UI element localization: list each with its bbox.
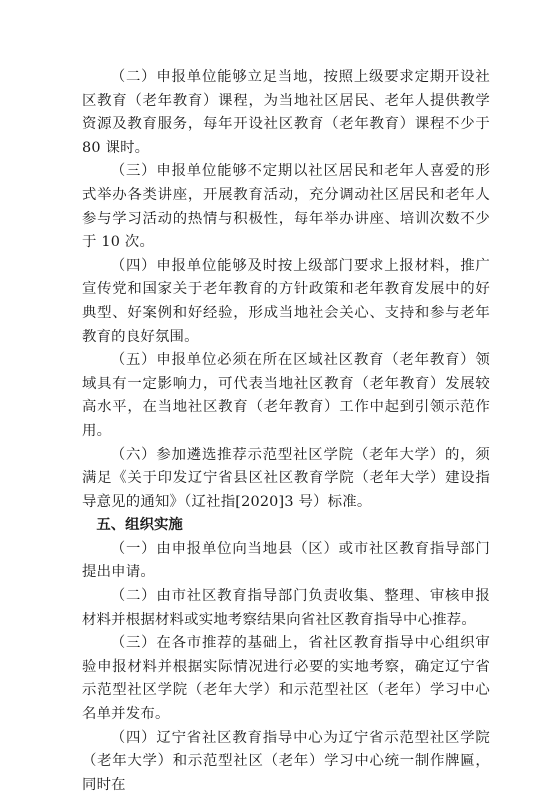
step-4: （四）辽宁省社区教育指导中心为辽宁省示范型社区学院（老年大学）和示范型社区（老年）学习中心统一制作牌匾，同时在 (82, 729, 490, 793)
paragraph-2: （二）申报单位能够立足当地，按照上级要求定期开设社区教育（老年教育）课程，为当地社区居民、老年人提供教学资源及教育服务，每年开设社区教育（老年教育）课程不少于 80 课时。 (82, 69, 490, 156)
step-3: （三）在各市推荐的基础上，省社区教育指导中心组织审验申报材料并根据实际情况进行必要的实地考察，确定辽宁省示范型社区学院（老年大学）和示范型社区（老年）学习中心名单并发布。 (82, 635, 490, 723)
paragraph-5: （五）申报单位必须在所在区域社区教育（老年教育）领域具有一定影响力，可代表当地社区教育（老年教育）发展较高水平，在当地社区教育（老年教育）工作中起到引领示范作用。 (82, 352, 490, 439)
step-1: （一）由申报单位向当地县（区）或市社区教育指导部门提出申请。 (82, 540, 490, 581)
document-page (82, 66, 490, 797)
section-heading: 五、组织实施 (96, 517, 183, 534)
paragraph-3: （三）申报单位能够不定期以社区居民和老年人喜爱的形式举办各类讲座，开展教育活动，充分调动社区居民和老年人参与学习活动的热情与积极性，每年举办讲座、培训次数不少于 10 次。 (82, 163, 490, 251)
step-2: （二）由市社区教育指导部门负责收集、整理、审核申报材料并根据材料或实地考察结果向省社区教育指导中心推荐。 (82, 588, 490, 628)
paragraph-6: （六）参加遴选推荐示范型社区学院（老年大学）的，须满足《关于印发辽宁省县区社区教育学院（老年大学）建设指导意见的通知》（辽社指[2020]3 号）标准。 (82, 446, 490, 510)
paragraph-4: （四）申报单位能够及时按上级部门要求上报材料，推广宣传党和国家关于老年教育的方针政策和老年教育发展中的好典型、好案例和好经验，形成当地社会关心、支持和参与老年教育的良好氛围。 (82, 257, 490, 345)
